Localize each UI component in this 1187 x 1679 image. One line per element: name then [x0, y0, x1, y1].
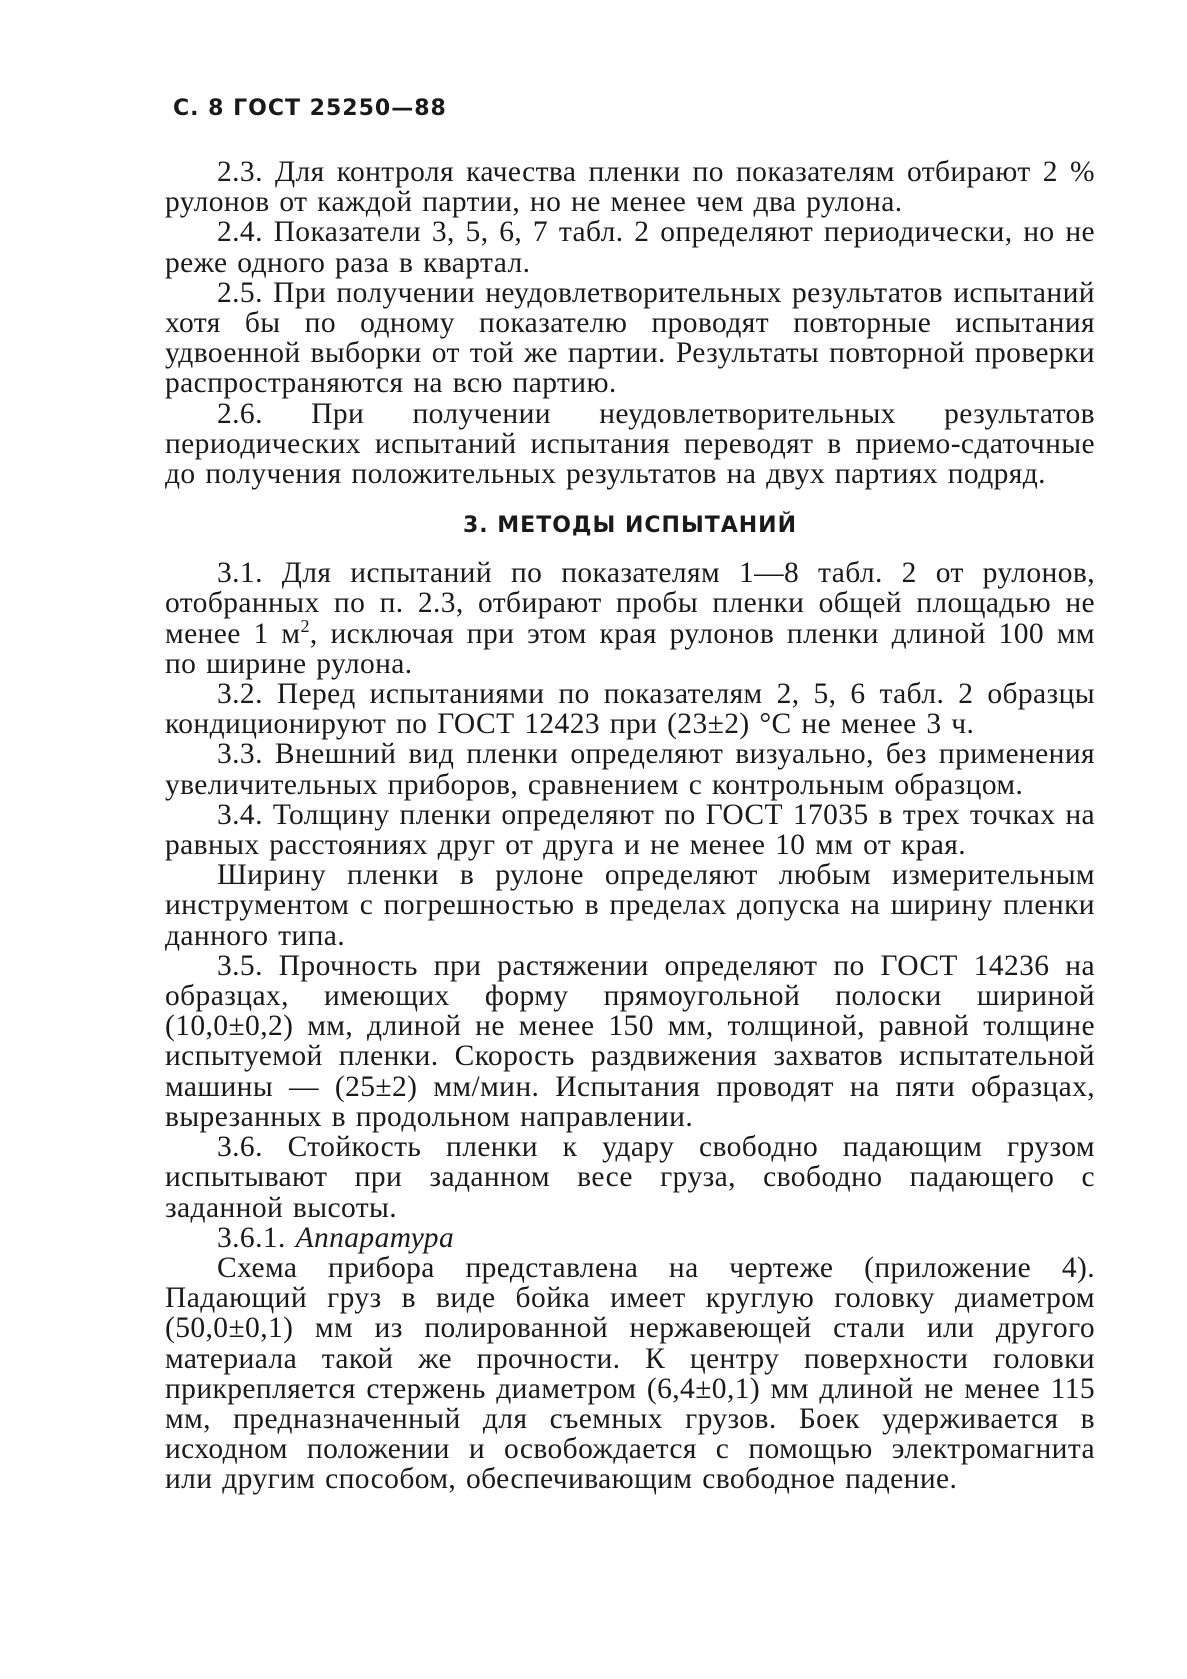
section-3-heading: 3. МЕТОДЫ ИСПЫТАНИЙ	[462, 513, 798, 539]
clause-3-6-1-number: 3.6.1.	[217, 1221, 296, 1254]
clause-3-3: 3.3. Внешний вид пленки определяют визуально, без применения увеличительных приборов, сравнением с контрольным образцом.	[165, 738, 1095, 801]
running-header: С. 8 ГОСТ 25250—88	[173, 96, 447, 121]
clause-3-6-1-title	[165, 1223, 1095, 1253]
clause-3-1-part-a: 3.1. Для испытаний по показателям 1—8 табл. 2 от рулонов, отобранных по п. 2.3, отбирают пробы пленки общей площадью не менее 1 м	[165, 557, 1095, 650]
clause-3-6: 3.6. Стойкость пленки к удару свободно падающим грузом испытывают при заданном весе груза, свободно падающего с заданной высоты.	[165, 1131, 1095, 1224]
clause-2-5: 2.5. При получении неудовлетворительных результатов испытаний хотя бы по одному показателю проводят повторные испытания удвоенной выборки от той же партии. Результаты повторной проверки распространяются на всю партию.	[165, 276, 1095, 400]
clause-3-1-part-b: , исключая при этом края рулонов пленки длиной 100 мм по ширине рулона.	[165, 617, 1095, 680]
document-page	[165, 96, 1095, 1495]
clause-3-4-width: Ширину пленки в рулоне определяют любым измерительным инструментом с погрешностью в пределах допуска на ширину пленки данного типа.	[165, 859, 1095, 952]
clause-3-5: 3.5. Прочность при растяжении определяют по ГОСТ 14236 на образцах, имеющих форму прямоугольной полоски шириной (10,0±0,2) мм, длиной не менее 150 мм, толщиной, равной толщине испытуемой пленки. Скорость раздвижения захватов испытательной машины — (25±2) мм/мин. Испытания проводят на пяти образцах, вырезанных в продольном направлении.	[165, 949, 1095, 1133]
clause-3-1	[165, 558, 1095, 679]
clause-3-6-1-heading: Аппаратура	[295, 1221, 455, 1254]
clause-2-3: 2.3. Для контроля качества пленки по показателям отбирают 2 % рулонов от каждой партии, но не менее чем два рулона.	[165, 156, 1095, 219]
clause-3-4: 3.4. Толщину пленки определяют по ГОСТ 17035 в трех точках на равных расстояниях друг от друга и не менее 10 мм от края.	[165, 798, 1095, 862]
clause-3-2: 3.2. Перед испытаниями по показателям 2, 5, 6 табл. 2 образцы кондиционируют по ГОСТ 12423 при (23±2) °С не менее 3 ч.	[165, 678, 1095, 741]
clause-2-4: 2.4. Показатели 3, 5, 6, 7 табл. 2 определяют периодически, но не реже одного раза в квартал.	[165, 216, 1095, 279]
clause-3-6-1-body: Схема прибора представлена на чертеже (приложение 4). Падающий груз в виде бойка имеет круглую головку диаметром (50,0±0,1) мм из полированной нержавеющей стали или другого материала такой же прочности. К центру поверхности головки прикрепляется стержень диаметром (6,4±0,1) мм длиной не менее 115 мм, предназначенный для съемных грузов. Боек удерживается в исходном положении и освобождается с помощью электромагнита или другим способом, обеспечивающим свободное падение.	[165, 1251, 1095, 1496]
clause-2-6: 2.6. При получении неудовлетворительных результатов периодических испытаний испытания переводят в приемо-сдаточные до получения положительных результатов на двух партиях подряд.	[165, 397, 1095, 491]
clause-3-1-superscript: 2	[300, 615, 310, 636]
